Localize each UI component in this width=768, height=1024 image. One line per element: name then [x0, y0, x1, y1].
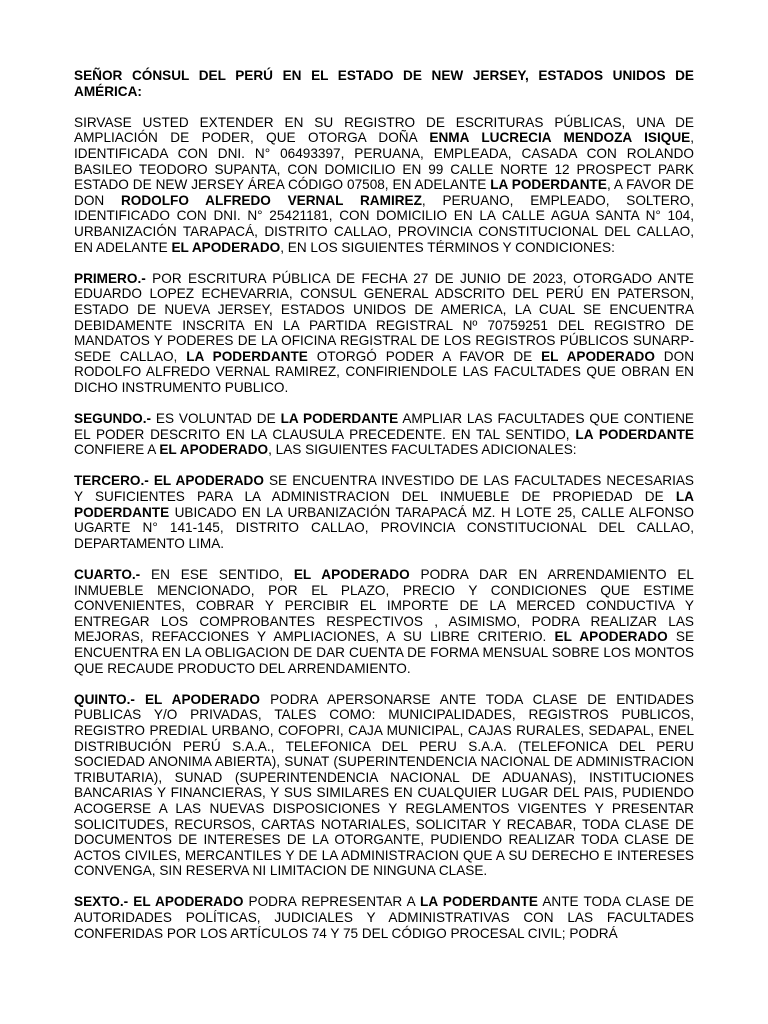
text-run: , A FAVOR DE DON — [74, 177, 694, 208]
text-run: CONFIERE A — [74, 442, 160, 458]
bold-text-run: EL APODERADO — [159, 442, 269, 458]
bold-text-run: EL APODERADO — [293, 567, 410, 582]
bold-text-run: QUINTO.- EL APODERADO — [74, 691, 261, 707]
text-run: SE ENCUENTRA EN LA OBLIGACION DE DAR CUENTA DE FORMA MENSUAL SOBRE LOS MONTOS QUE RECAUDE PRODUCTO DEL ARRENDAMIENTO. — [74, 629, 695, 676]
text-run: ES VOLUNTAD DE — [151, 411, 281, 427]
bold-text-run: EL APODERADO — [171, 239, 281, 255]
bold-text-run: LA PODERDANTE — [420, 894, 538, 910]
paragraph-intro — [74, 115, 694, 255]
bold-text-run: CUARTO.- — [74, 567, 141, 582]
text-run: PODRA DAR EN ARRENDAMIENTO EL INMUEBLE MENCIONADO, POR EL PLAZO, PRECIO Y CONDICIONES QUE ESTIME CONVENIENTES, COBRAR Y PERCIBIR EL IMPORTE DE LA MERCED CONDUCTIVA Y ENTREGAR LOS COMPROBANTES RESPECTIVOS , ASIMISMO, PODRA REALIZAR LAS MEJORAS, REFACCIONES Y AMPLIACIONES, A SU LIBRE CRITERIO. — [74, 567, 694, 645]
bold-text-run: LA PODERDANTE — [575, 426, 694, 442]
bold-text-run: LA PODERDANTE — [280, 411, 399, 427]
text-run: UBICADO EN LA URBANIZACIÓN TARAPACÁ MZ. H LOTE 25, CALLE ALFONSO UGARTE N° 141-145, DISTRITO CALLAO, PROVINCIA CONSTITUCIONAL DEL CALLAO, DEPARTAMENTO LIMA. — [74, 504, 694, 551]
bold-text-run: EL APODERADO — [554, 629, 668, 645]
document-heading: SEÑOR CÓNSUL DEL PERÚ EN EL ESTADO DE NEW JERSEY, ESTADOS UNIDOS DE AMÉRICA: — [74, 68, 694, 99]
text-run: AMPLIAR LAS FACULTADES QUE CONTIENE EL PODER DESCRITO EN LA CLAUSULA PRECEDENTE. EN TAL SENTIDO, — [74, 411, 694, 442]
text-run: ANTE TODA CLASE DE AUTORIDADES POLÍTICAS, JUDICIALES Y ADMINISTRATIVAS CON LAS FACULTADES CONFERIDAS POR LOS ARTÍCULOS 74 Y 75 DEL CÓDIGO PROCESAL CIVIL; PODRÁ — [74, 894, 694, 941]
text-run: , EN LOS SIGUIENTES TÉRMINOS Y CONDICIONES: — [280, 239, 615, 255]
text-run: PODRA REPRESENTAR A — [243, 894, 421, 910]
text-run: SIRVASE USTED EXTENDER EN SU REGISTRO DE ESCRITURAS PÚBLICAS, UNA DE AMPLIACIÓN DE PODER, QUE OTORGA DOÑA — [74, 114, 694, 146]
text-run: , LAS SIGUIENTES FACULTADES ADICIONALES: — [268, 442, 577, 458]
paragraph-segundo — [74, 411, 694, 458]
bold-text-run: LA PODERDANTE — [186, 348, 308, 364]
paragraph-primero — [74, 271, 694, 396]
bold-text-run: RODOLFO ALFREDO VERNAL RAMIREZ — [120, 192, 422, 208]
text-run: SE ENCUENTRA INVESTIDO DE LAS FACULTADES NECESARIAS Y SUFICIENTES PARA LA ADMINISTRACION DEL INMUEBLE DE PROPIEDAD DE — [74, 473, 694, 505]
bold-text-run: SEGUNDO.- — [74, 411, 152, 427]
text-run: EN ESE SENTIDO, — [140, 567, 294, 582]
text-run: OTORGÓ PODER A FAVOR DE — [307, 348, 542, 364]
bold-text-run: LA PODERDANTE — [74, 489, 694, 520]
bold-text-run: ENMA LUCRECIA MENDOZA ISIQUE — [429, 130, 691, 146]
bold-text-run: TERCERO.- EL APODERADO — [74, 473, 264, 489]
bold-text-run: PRIMERO.- — [74, 270, 146, 286]
paragraph-quinto — [74, 692, 694, 879]
text-run: , PERUANO, EMPLEADO, SOLTERO, IDENTIFICADO CON DNI. N° 25421181, CON DOMICILIO EN LA CALLE AGUA SANTA N° 104, URBANIZACIÓN TARAPACÁ, DISTRITO CALLAO, PROVINCIA CONSTITUCIONAL DEL CALLAO, EN ADELANTE — [74, 192, 694, 255]
paragraph-sexto — [74, 894, 694, 941]
text-run: POR ESCRITURA PÚBLICA DE FECHA 27 DE JUNIO DE 2023, OTORGADO ANTE EDUARDO LOPEZ ECHEVARRIA, CONSUL GENERAL ADSCRITO DEL PERÚ EN PATERSON, ESTADO DE NUEVA JERSEY, ESTADOS UNIDOS DE AMERICA, LA CUAL SE ENCUENTRA DEBIDAMENTE INSCRITA EN LA PARTIDA REGISTRAL Nº 70759251 DEL REGISTRO DE MANDATOS Y PODERES DE LA OFICINA REGISTRAL DE LOS REGISTROS PÚBLICOS SUNARP-SEDE CALLAO, — [74, 270, 694, 364]
paragraph-tercero — [74, 473, 694, 551]
text-run: PODRA APERSONARSE ANTE TODA CLASE DE ENTIDADES PUBLICAS Y/O PRIVADAS, TALES COMO: MUNICIPALIDADES, REGISTROS PUBLICOS, REGISTRO PREDIAL URBANO, COFOPRI, CAJA MUNICIPAL, CAJAS RURALES, SEDAPAL, ENEL DISTRIBUCIÓN PERÚ S.A.A., TELEFONICA DEL PERU S.A.A. (TELEFONICA DEL PERU SOCIEDAD ANONIMA ABIERTA), SUNAT (SUPERINTENDENCIA NACIONAL DE ADMINISTRACION TRIBUTARIA), SUNAD (SUPERINTENDENCIA NACIONAL DE ADUANAS), INSTITUCIONES BANCARIAS Y FINANCIERAS, Y SUS SIMILARES EN CUALQUIER LUGAR DEL PAIS, PUDIENDO ACOGERSE A LAS NUEVAS DISPOSICIONES Y REGLAMENTOS VIGENTES Y PRESENTAR SOLICITUDES, RECURSOS, CARTAS NOTARIALES, SOLICITAR Y RECABAR, TODA CLASE DE DOCUMENTOS DE INTERESES DE LA OTORGANTE, PUDIENDO REALIZAR TODA CLASE DE ACTOS CIVILES, MERCANTILES Y DE LA ADMINISTRACION QUE A SU DERECHO E INTERESES CONVENGA, SIN RESERVA NI LIMITACION DE NINGUNA CLASE. — [74, 691, 694, 879]
paragraph-cuarto — [74, 567, 694, 676]
bold-text-run: EL APODERADO — [541, 348, 655, 364]
text-run: , IDENTIFICADA CON DNI. N° 06493397, PERUANA, EMPLEADA, CASADA CON ROLANDO BASILEO TEODORO SUPANTA, CON DOMICILIO EN 99 CALLE NORTE 12 PROSPECT PARK ESTADO DE NEW JERSEY ÁREA CÓDIGO 07508, EN ADELANTE — [74, 130, 695, 193]
bold-text-run: SEXTO.- EL APODERADO — [74, 894, 244, 910]
bold-text-run: LA PODERDANTE — [490, 177, 607, 193]
text-run: DON RODOLFO ALFREDO VERNAL RAMIREZ, CONFIRIENDOLE LAS FACULTADES QUE OBRAN EN DICHO INSTRUMENTO PUBLICO. — [74, 348, 695, 395]
